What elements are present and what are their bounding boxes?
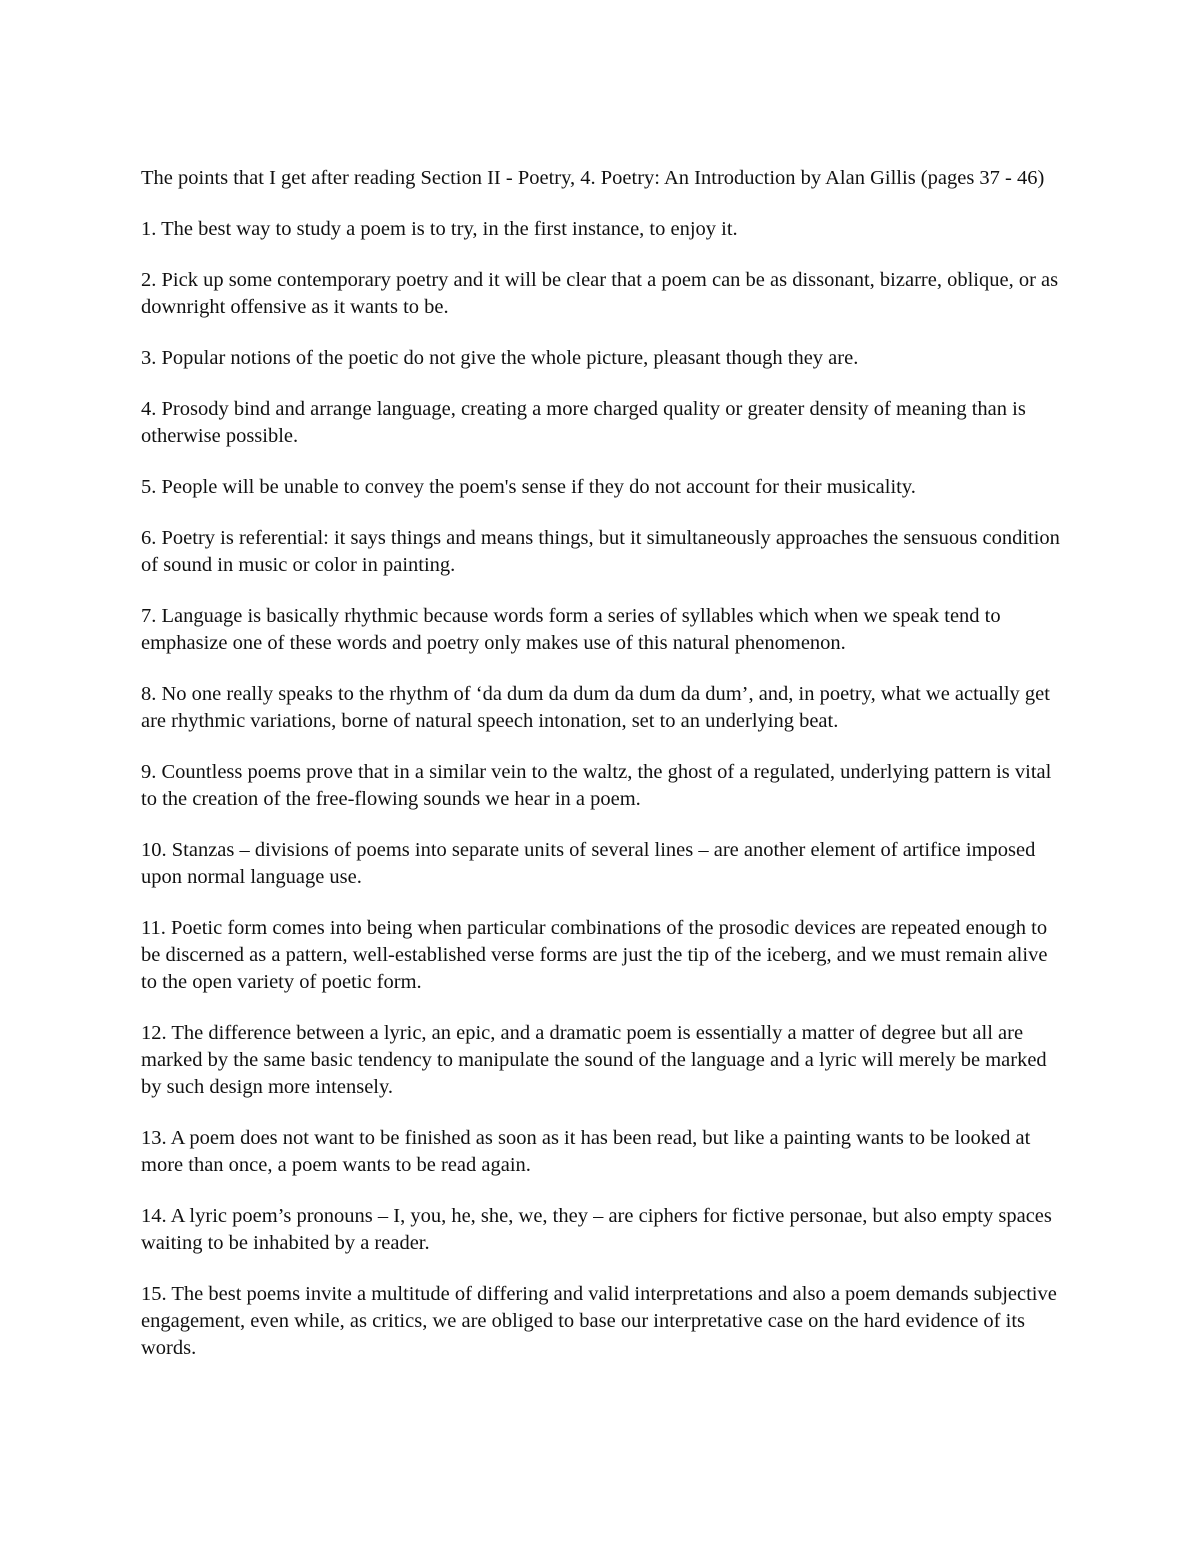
point-15: 15. The best poems invite a multitude of differing and valid interpretations and also a poem demands subjective engagement, even while, as critics, we are obliged to base our interpretative case on the hard evidence of its words. <box>141 1283 1057 1359</box>
point-9: 9. Countless poems prove that in a similar vein to the waltz, the ghost of a regulated, underlying pattern is vital to the creation of the free-flowing sounds we hear in a poem. <box>141 761 1052 810</box>
point-7: 7. Language is basically rhythmic because words form a series of syllables which when we speak tend to emphasize one of these words and poetry only makes use of this natural phenomenon. <box>141 605 1001 654</box>
point-14: 14. A lyric poem’s pronouns – I, you, he, she, we, they – are ciphers for fictive personae, but also empty spaces waiting to be inhabited by a reader. <box>141 1205 1052 1254</box>
point-2: 2. Pick up some contemporary poetry and it will be clear that a poem can be as dissonant, bizarre, oblique, or as downright offensive as it wants to be. <box>141 269 1059 318</box>
point-1: 1. The best way to study a poem is to try, in the first instance, to enjoy it. <box>141 218 738 240</box>
point-4: 4. Prosody bind and arrange language, creating a more charged quality or greater density of meaning than is otherwise possible. <box>141 398 1026 447</box>
point-13: 13. A poem does not want to be finished as soon as it has been read, but like a painting wants to be looked at more than once, a poem wants to be read again. <box>141 1127 1031 1176</box>
point-10: 10. Stanzas – divisions of poems into separate units of several lines – are another element of artifice imposed upon normal language use. <box>141 839 1036 888</box>
document-body <box>141 165 1061 1386</box>
intro-paragraph: The points that I get after reading Section II - Poetry, 4. Poetry: An Introduction by Alan Gillis (pages 37 - 46) <box>141 167 1045 189</box>
point-8: 8. No one really speaks to the rhythm of ‘da dum da dum da dum da dum’, and, in poetry, what we actually get are rhythmic variations, borne of natural speech intonation, set to an underlying beat. <box>141 683 1050 732</box>
point-6: 6. Poetry is referential: it says things and means things, but it simultaneously approaches the sensuous condition of sound in music or color in painting. <box>141 527 1060 576</box>
point-3: 3. Popular notions of the poetic do not give the whole picture, pleasant though they are. <box>141 347 859 369</box>
point-11: 11. Poetic form comes into being when particular combinations of the prosodic devices are repeated enough to be discerned as a pattern, well-established verse forms are just the tip of the iceberg, and we must remain alive to the open variety of poetic form. <box>141 917 1048 993</box>
point-12: 12. The difference between a lyric, an epic, and a dramatic poem is essentially a matter of degree but all are marked by the same basic tendency to manipulate the sound of the language and a lyric will merely be marked by such design more intensely. <box>141 1022 1047 1098</box>
point-5: 5. People will be unable to convey the poem's sense if they do not account for their musicality. <box>141 476 916 498</box>
